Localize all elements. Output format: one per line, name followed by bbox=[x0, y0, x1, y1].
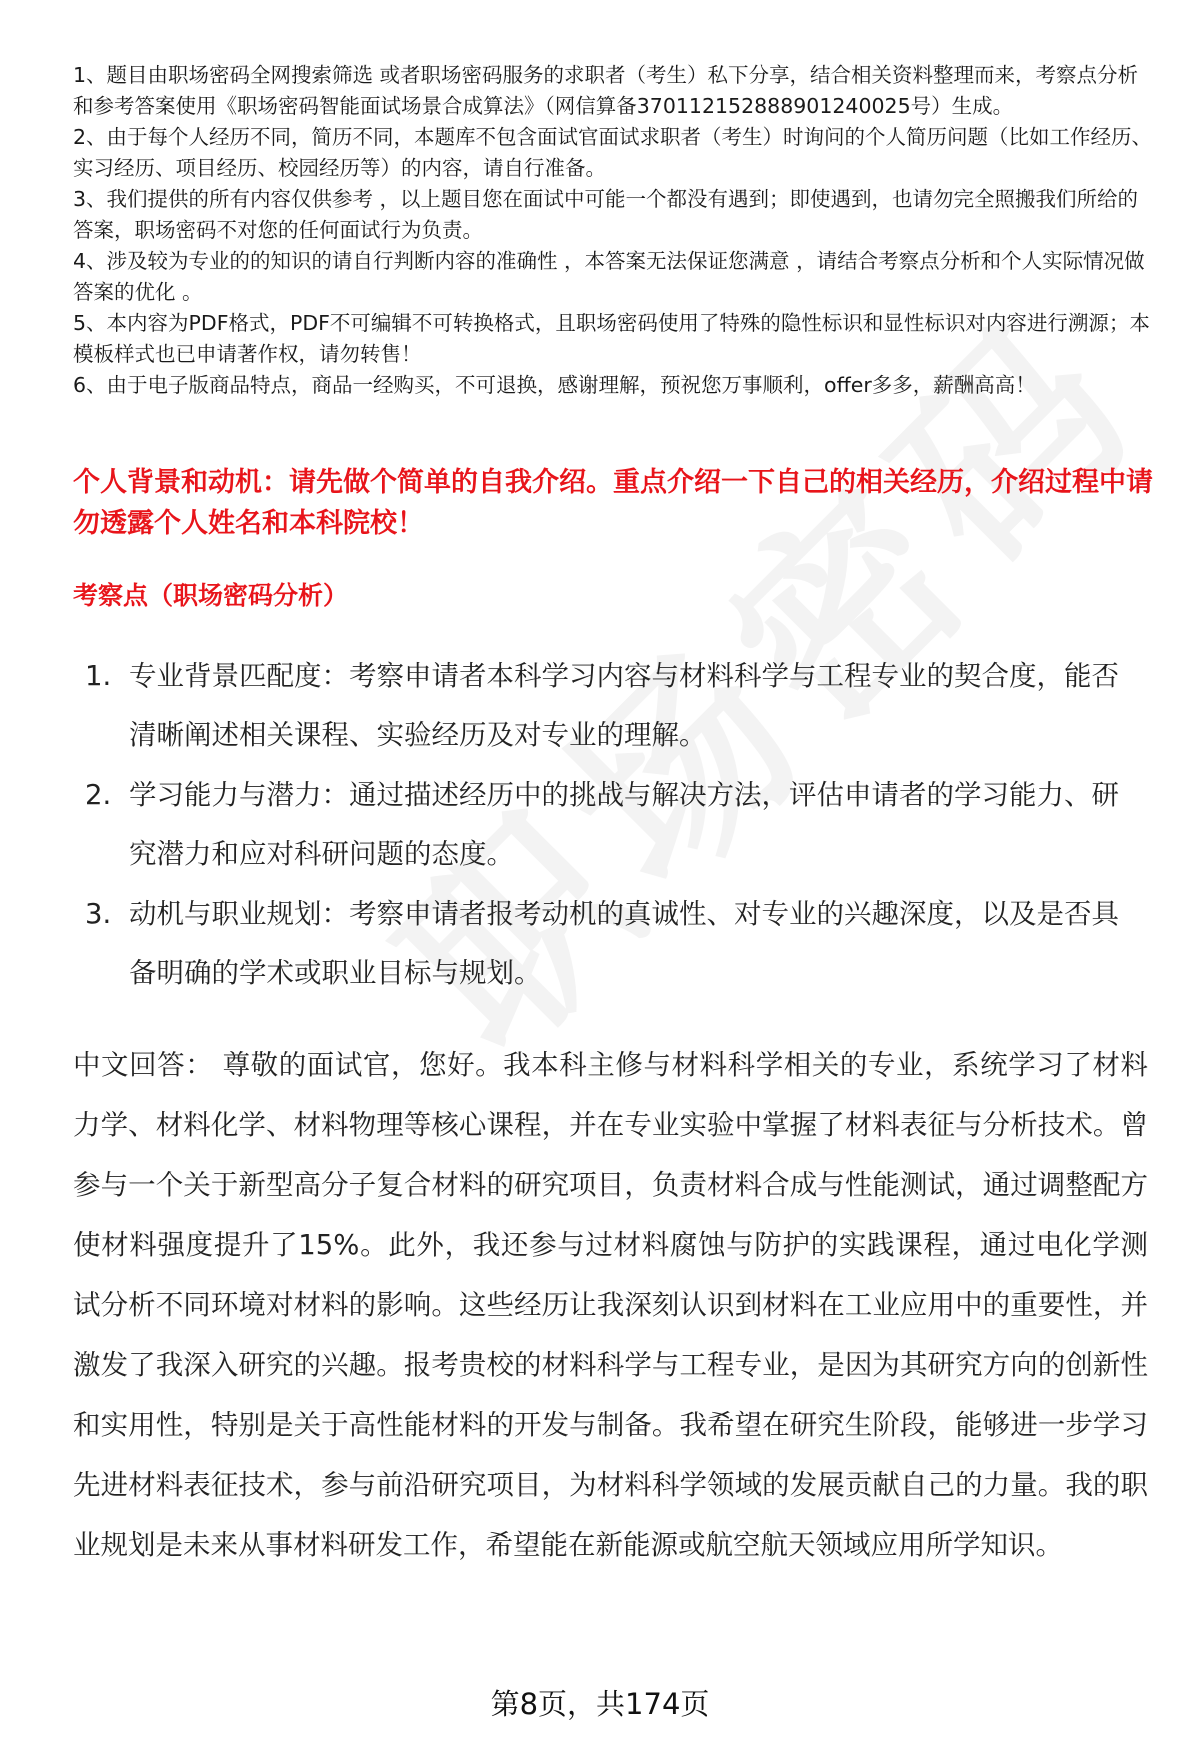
point-text: 动机与职业规划：考察申请者报考动机的真诚性、对专业的兴趣深度，以及是否具备明确的学术或职业目标与规划。 bbox=[129, 898, 1119, 989]
assessment-points bbox=[85, 647, 1145, 1004]
interview-question: 个人背景和动机：请先做个简单的自我介绍。重点介绍一下自己的相关经历，介绍过程中请勿透露个人姓名和本科院校！ bbox=[73, 467, 1153, 539]
answer-text: 中文回答： 尊敬的面试官，您好。我本科主修与材料科学相关的专业，系统学习了材料力学、材料化学、材料物理等核心课程，并在专业实验中掌握了材料表征与分析技术。曾参与一个关于新型高分子复合材料的研究项目，负责材料合成与性能测试，通过调整配方使材料强度提升了15%。此外，我还参与过材料腐蚀与防护的实践课程，通过电化学测试分析不同环境对材料的影响。这些经历让我深刻认识到材料在工业应用中的重要性，并激发了我深入研究的兴趣。报考贵校的材料科学与工程专业，是因为其研究方向的创新性和实用性，特别是关于高性能材料的开发与制备。我希望在研究生阶段，能够进一步学习先进材料表征技术，参与前沿研究项目，为材料科学领域的发展贡献自己的力量。我的职业规划是未来从事材料研发工作，希望能在新能源或航空航天领域应用所学知识。 bbox=[73, 1049, 1148, 1561]
point-number: 2. bbox=[85, 779, 112, 811]
point-number: 1. bbox=[85, 660, 112, 692]
note-item: 2、由于每个人经历不同，简历不同，本题库不包含面试官面试求职者（考生）时询问的个人简历问题（比如工作经历、实习经历、项目经历、校园经历等）的内容，请自行准备。 bbox=[73, 125, 1153, 180]
section-title: 考察点（职场密码分析） bbox=[73, 581, 349, 610]
note-item: 4、涉及较为专业的的知识的请自行判断内容的准确性 ，本答案无法保证您满意 ，请结合考察点分析和个人实际情况做答案的优化 。 bbox=[73, 249, 1145, 304]
assessment-point bbox=[85, 885, 1145, 1003]
page-number: 第8页，共174页 bbox=[490, 1687, 710, 1721]
assessment-point bbox=[85, 647, 1145, 765]
point-text: 专业背景匹配度：考察申请者本科学习内容与材料科学与工程专业的契合度，能否清晰阐述相关课程、实验经历及对专业的理解。 bbox=[129, 660, 1119, 751]
note-item: 1、题目由职场密码全网搜索筛选 或者职场密码服务的求职者（考生）私下分享，结合相关资料整理而来，考察点分析和参考答案使用《职场密码智能面试场景合成算法》（网信算备370112152888901240025号）生成。 bbox=[73, 63, 1139, 118]
point-number: 3. bbox=[85, 898, 112, 930]
note-item: 3、我们提供的所有内容仅供参考 ，以上题目您在面试中可能一个都没有遇到；即使遇到，也请勿完全照搬我们所给的答案，职场密码不对您的任何面试行为负责。 bbox=[73, 187, 1139, 242]
note-item: 5、本内容为PDF格式，PDF不可编辑不可转换格式，且职场密码使用了特殊的隐性标识和显性标识对内容进行溯源；本模板样式也已申请著作权，请勿转售！ bbox=[73, 311, 1150, 366]
note-item: 6、由于电子版商品特点，商品一经购买，不可退换，感谢理解，预祝您万事顺利，offer多多，薪酬高高！ bbox=[73, 373, 1036, 397]
disclaimer-notes bbox=[73, 60, 1153, 401]
assessment-point bbox=[85, 766, 1145, 884]
point-text: 学习能力与潜力：通过描述经历中的挑战与解决方法，评估申请者的学习能力、研究潜力和应对科研问题的态度。 bbox=[129, 779, 1119, 870]
